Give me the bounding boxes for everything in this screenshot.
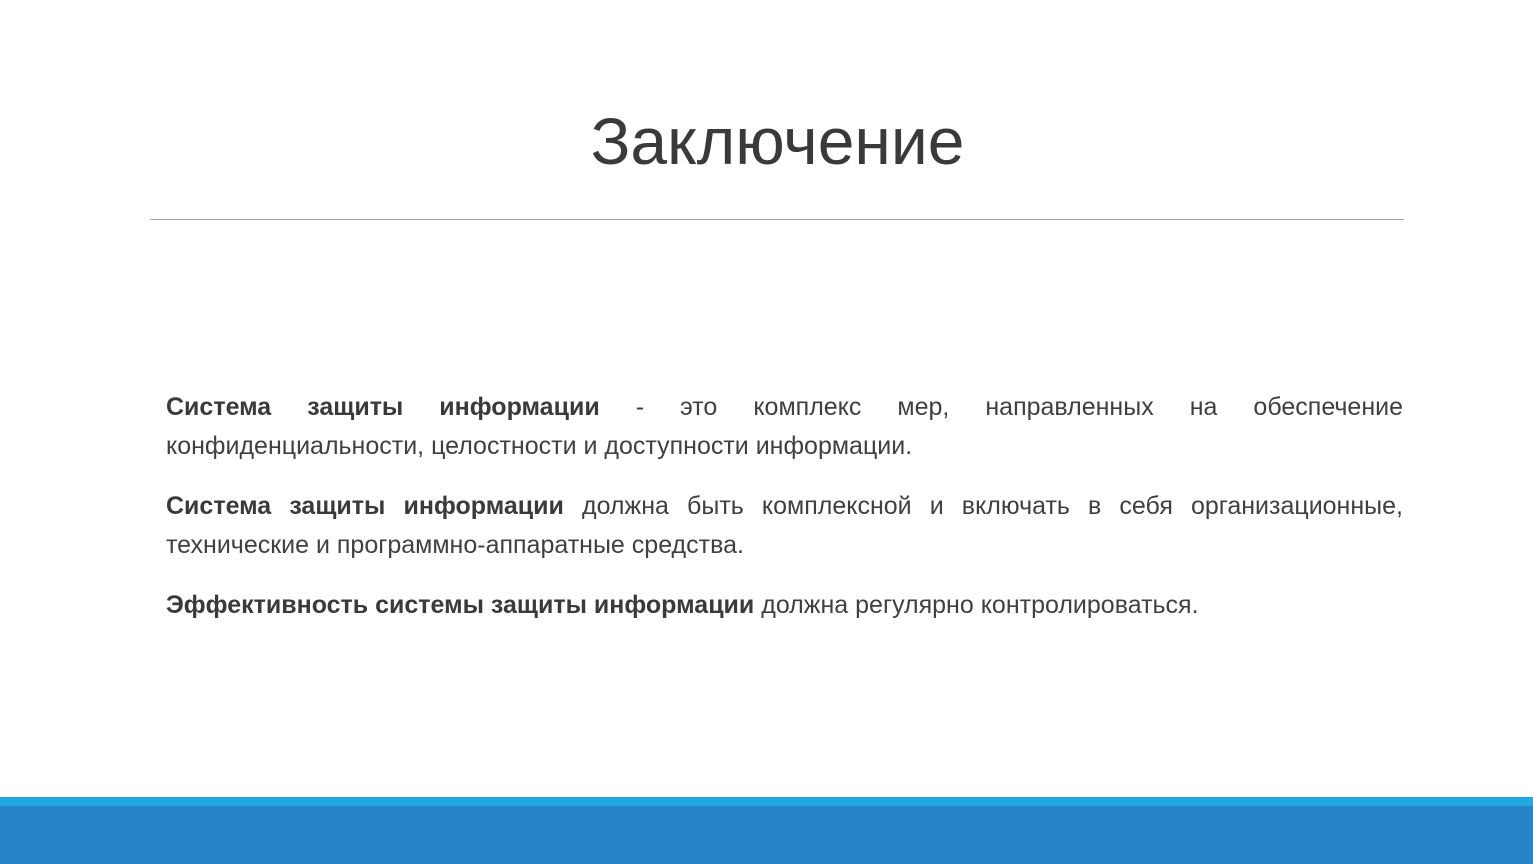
paragraph-composition-text: должна быть комплексной и включать в себя организационные, технические и программно-аппаратные средства.	[166, 492, 1403, 559]
slide-title: Заключение	[590, 104, 965, 178]
footer-accent-stripe	[0, 797, 1533, 806]
paragraph-composition	[166, 487, 1403, 565]
title-divider	[150, 219, 1404, 220]
paragraph-effectiveness	[166, 586, 1403, 625]
paragraph-definition-text: - это комплекс мер, направленных на обеспечение конфиденциальности, целостности и доступности информации.	[166, 393, 1403, 460]
footer-bar	[0, 806, 1533, 864]
paragraph-composition-term: Система защиты информации	[166, 492, 564, 520]
paragraph-definition	[166, 388, 1403, 466]
paragraph-effectiveness-term: Эффективность системы защиты информации	[166, 591, 755, 619]
slide-body	[166, 388, 1403, 646]
paragraph-definition-term: Система защиты информации	[166, 393, 600, 421]
paragraph-effectiveness-text: должна регулярно контролироваться.	[754, 591, 1199, 619]
